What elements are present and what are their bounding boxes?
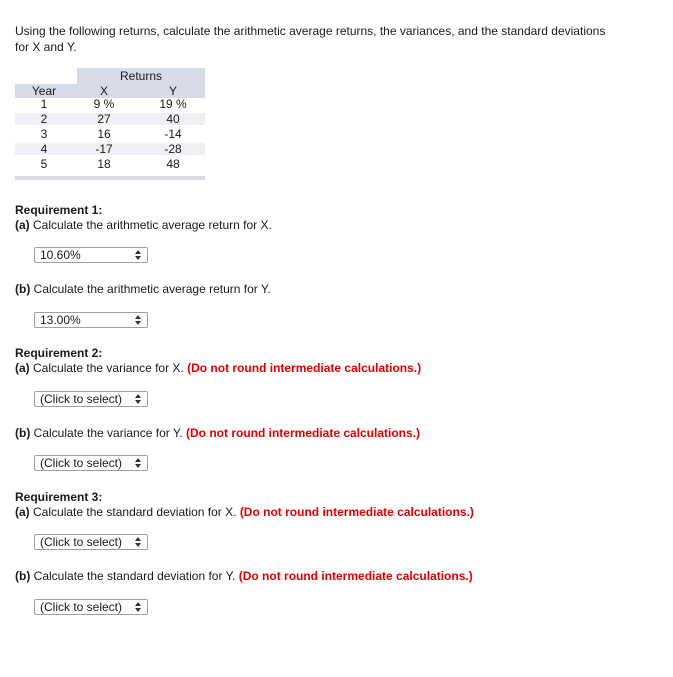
table-row [15,98,205,110]
returns-group-header: Returns [77,68,205,84]
rounding-note: (Do not round intermediate calculations.) [239,505,474,519]
req2-a-select[interactable] [34,391,148,407]
question-label: (b) [15,282,31,296]
question-label: (a) [15,218,30,232]
req2-question-a [15,361,421,375]
cell-x: 16 [97,127,111,141]
updown-arrows-icon [134,536,142,548]
select-value: (Click to select) [40,392,123,406]
select-value: (Click to select) [40,600,123,614]
table-row [15,128,205,140]
req3-question-a [15,505,474,519]
req1-question-b [15,282,271,296]
header-year: Year [31,84,57,98]
header-y: Y [168,84,177,98]
cell-y: 19 % [159,97,187,111]
req1-a-select[interactable] [34,247,148,263]
question-text: Calculate the variance for Y. [33,426,186,440]
cell-year: 3 [40,127,48,141]
updown-arrows-icon [134,393,142,405]
req3-question-b [15,569,473,583]
select-value: 13.00% [40,313,81,327]
req1-b-select[interactable] [34,312,148,328]
cell-y: -14 [164,127,182,141]
cell-y: 40 [166,112,180,126]
question-text: Calculate the standard deviation for Y. [33,569,239,583]
question-label: (a) [15,505,30,519]
updown-arrows-icon [134,601,142,613]
question-text: Calculate the standard deviation for X. [33,505,240,519]
table-row [15,158,205,170]
select-value: (Click to select) [40,535,123,549]
question-label: (a) [15,361,30,375]
cell-y: -28 [164,142,182,156]
cell-x: 9 % [93,97,115,111]
question-text: Calculate the arithmetic average return for Y. [33,282,271,296]
req3-b-select[interactable] [34,599,148,615]
table-bottom-border [15,176,205,180]
table-row [15,113,205,125]
question-label: (b) [15,569,31,583]
cell-year: 2 [40,112,48,126]
requirement-1-title: Requirement 1: [15,203,103,217]
select-value: (Click to select) [40,456,123,470]
table-header-row [15,84,205,98]
req1-question-a [15,218,272,232]
question-label: (b) [15,426,31,440]
updown-arrows-icon [134,249,142,261]
intro-text: Using the following returns, calculate the arithmetic average returns, the variances, and the standard deviations for X and Y. [15,24,606,54]
cell-x: -17 [95,142,113,156]
rounding-note: (Do not round intermediate calculations.) [187,361,422,375]
select-value: 10.60% [40,248,81,262]
cell-y: 48 [166,157,180,171]
table-row [15,143,205,155]
cell-year: 4 [40,142,48,156]
requirement-3-title: Requirement 3: [15,490,103,504]
updown-arrows-icon [134,457,142,469]
cell-x: 27 [97,112,111,126]
cell-year: 1 [40,97,48,111]
requirement-2-title: Requirement 2: [15,346,103,360]
question-text: Calculate the variance for X. [33,361,188,375]
cell-year: 5 [40,157,48,171]
header-x: X [99,84,108,98]
rounding-note: (Do not round intermediate calculations.) [238,569,473,583]
cell-x: 18 [97,157,111,171]
req2-question-b [15,426,420,440]
req3-a-select[interactable] [34,534,148,550]
rounding-note: (Do not round intermediate calculations.) [186,426,421,440]
question-text: Calculate the arithmetic average return for X. [33,218,272,232]
req2-b-select[interactable] [34,455,148,471]
updown-arrows-icon [134,314,142,326]
